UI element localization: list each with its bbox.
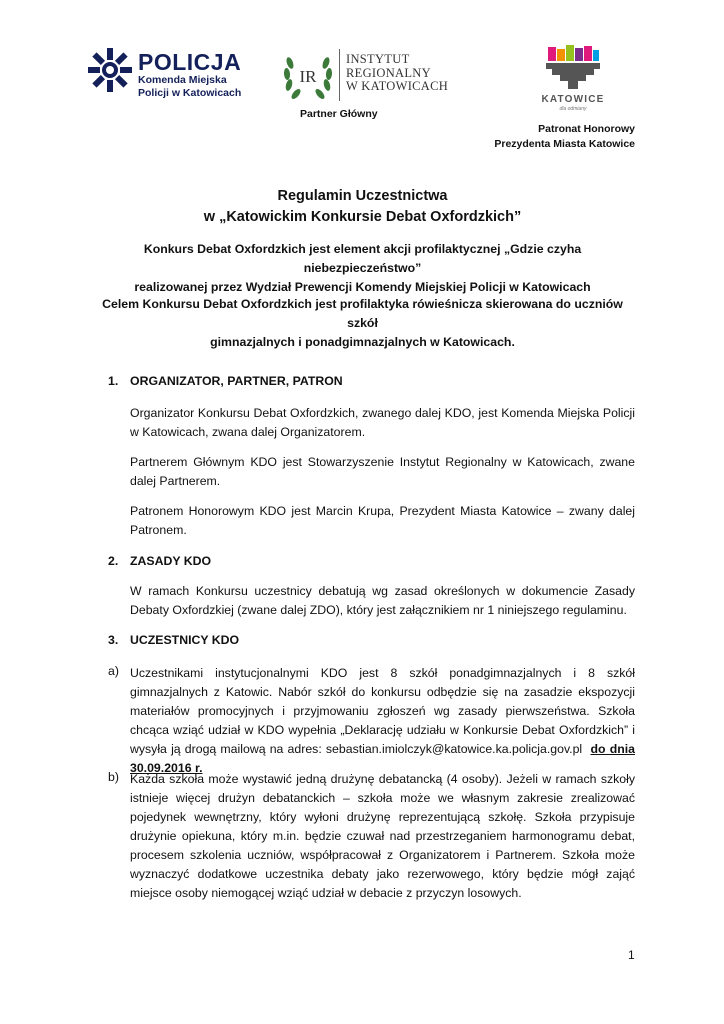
intro-p2-line2: gimnazjalnych i ponadgimnazjalnych w Katowicach. [210, 335, 515, 349]
title-line1: Regulamin Uczestnictwa [277, 188, 448, 204]
intro-p2-line1: Celem Konkursu Debat Oxfordzkich jest profilaktyka rówieśnicza skierowana do uczniów szkół [102, 297, 623, 330]
section-1-paragraph-1: Organizator Konkursu Debat Oxfordzkich, zwanego dalej KDO, jest Komenda Miejska Policji w Katowicach, zwana dalej Organizatorem. [130, 406, 635, 439]
intro-paragraph-1 [90, 240, 635, 297]
section-3-item-b: Każda szkoła może wystawić jedną drużynę debatancką (4 osoby). Jeżeli w ramach szkoły istnieje więcej drużyn debatanckich – szkoła może we własnym zakresie zrealizować pojedynek wewnętrzny, który wyłoni drużynę reprezentującą szkołę. Szkoła przypisuje drużynie opiekuna, który m.in. będzie czuwał nad przestrzeganiem harmonogramu debat, procesem szkolenia uczniów, współpracował z Organizatorem i Partnerem. Szkoła może wyznaczyć dodatkowe uczestnika debaty jako rezerwowego, który będzie mógł zająć miejsce osoby niemogącej wziąć udział w debacie z przyczyn losowych. [130, 772, 635, 900]
document-title [90, 186, 635, 228]
section-2-paragraph-1: W ramach Konkursu uczestnicy debatują wg zasad określonych w dokumencie Zasady Debaty Oxfordzkiej (zwane dalej ZDO), który jest załącznikiem nr 1 niniejszego regulaminu. [130, 584, 635, 617]
katowice-logo [538, 45, 608, 115]
section-3-item-a-text: Uczestnikami instytucjonalnymi KDO jest 8 szkół ponadgimnazjalnych i 8 szkół gimnazjalnych z Katowic. Nabór szkół do konkursu odbędzie się na zasadzie ekspozycji materiałów promocyjnych i przyjmowaniu zgłoszeń wg zasady pierwszeństwa. Szkoła chcąca wziąć udział w KDO wypełnia „Deklarację udziału w Konkursie Debat Oxfordzkich” i wysyła ją drogą mailową na adres: sebastian.imiolczyk@katowice.ka.policja.gov.pl [130, 666, 635, 756]
section-3-item-b-label: b) [108, 770, 119, 784]
police-logo [88, 44, 258, 106]
section-1-paragraph-3: Patronem Honorowym KDO jest Marcin Krupa, Prezydent Miasta Katowice – zwany dalej Patronem. [130, 504, 635, 537]
section-2-number: 2. [108, 554, 119, 568]
section-1-title: ORGANIZATOR, PARTNER, PATRON [130, 374, 343, 388]
institute-logo [280, 45, 460, 105]
section-3-title: UCZESTNICY KDO [130, 633, 240, 647]
intro-paragraph-2 [90, 295, 635, 352]
institute-line1: INSTYTUT [346, 52, 410, 66]
institute-line2: REGIONALNY [346, 65, 431, 80]
institute-line3: W KATOWICACH [346, 79, 449, 93]
institute-monogram: IR [299, 67, 317, 86]
section-3-item-a-deadline: do dnia 30.09.2016 r. [130, 742, 635, 775]
patron-label [470, 122, 635, 152]
intro-p1-line1: Konkurs Debat Oxfordzkich jest element akcji profilaktycznej „Gdzie czyha niebezpieczeństwo” [143, 242, 582, 275]
patron-line1: Patronat Honorowy [538, 123, 635, 135]
section-2-title: ZASADY KDO [130, 554, 212, 568]
partner-label: Partner Główny [300, 108, 378, 120]
laurel-wreath-icon [280, 47, 336, 103]
katowice-name: KATOWICE [541, 94, 605, 105]
patron-line2: Prezydenta Miasta Katowice [494, 138, 635, 150]
section-3-number: 3. [108, 633, 119, 647]
page-number: 1 [628, 948, 635, 962]
section-1-paragraph-2: Partnerem Głównym KDO jest Stowarzyszenie Instytut Regionalny w Katowicach, zwane dalej Partnerem. [130, 455, 635, 488]
intro-p1-line2: realizowanej przez Wydział Prewencji Komendy Miejskiej Policji w Katowicach [134, 280, 591, 294]
police-title: POLICJA [138, 49, 242, 75]
katowice-mark-icon [538, 45, 608, 91]
katowice-tagline: dla odmiany [559, 106, 587, 112]
section-1-number: 1. [108, 374, 119, 388]
police-star-icon [88, 48, 132, 92]
section-3-item-a-label: a) [108, 664, 119, 678]
police-subtitle-line1: Komenda Miejska [138, 74, 227, 86]
police-subtitle-line2: Policji w Katowicach [138, 87, 242, 99]
title-line2: w „Katowickim Konkursie Debat Oxfordzkich” [203, 209, 522, 225]
institute-divider [339, 49, 340, 101]
section-3-item-a [130, 664, 635, 778]
